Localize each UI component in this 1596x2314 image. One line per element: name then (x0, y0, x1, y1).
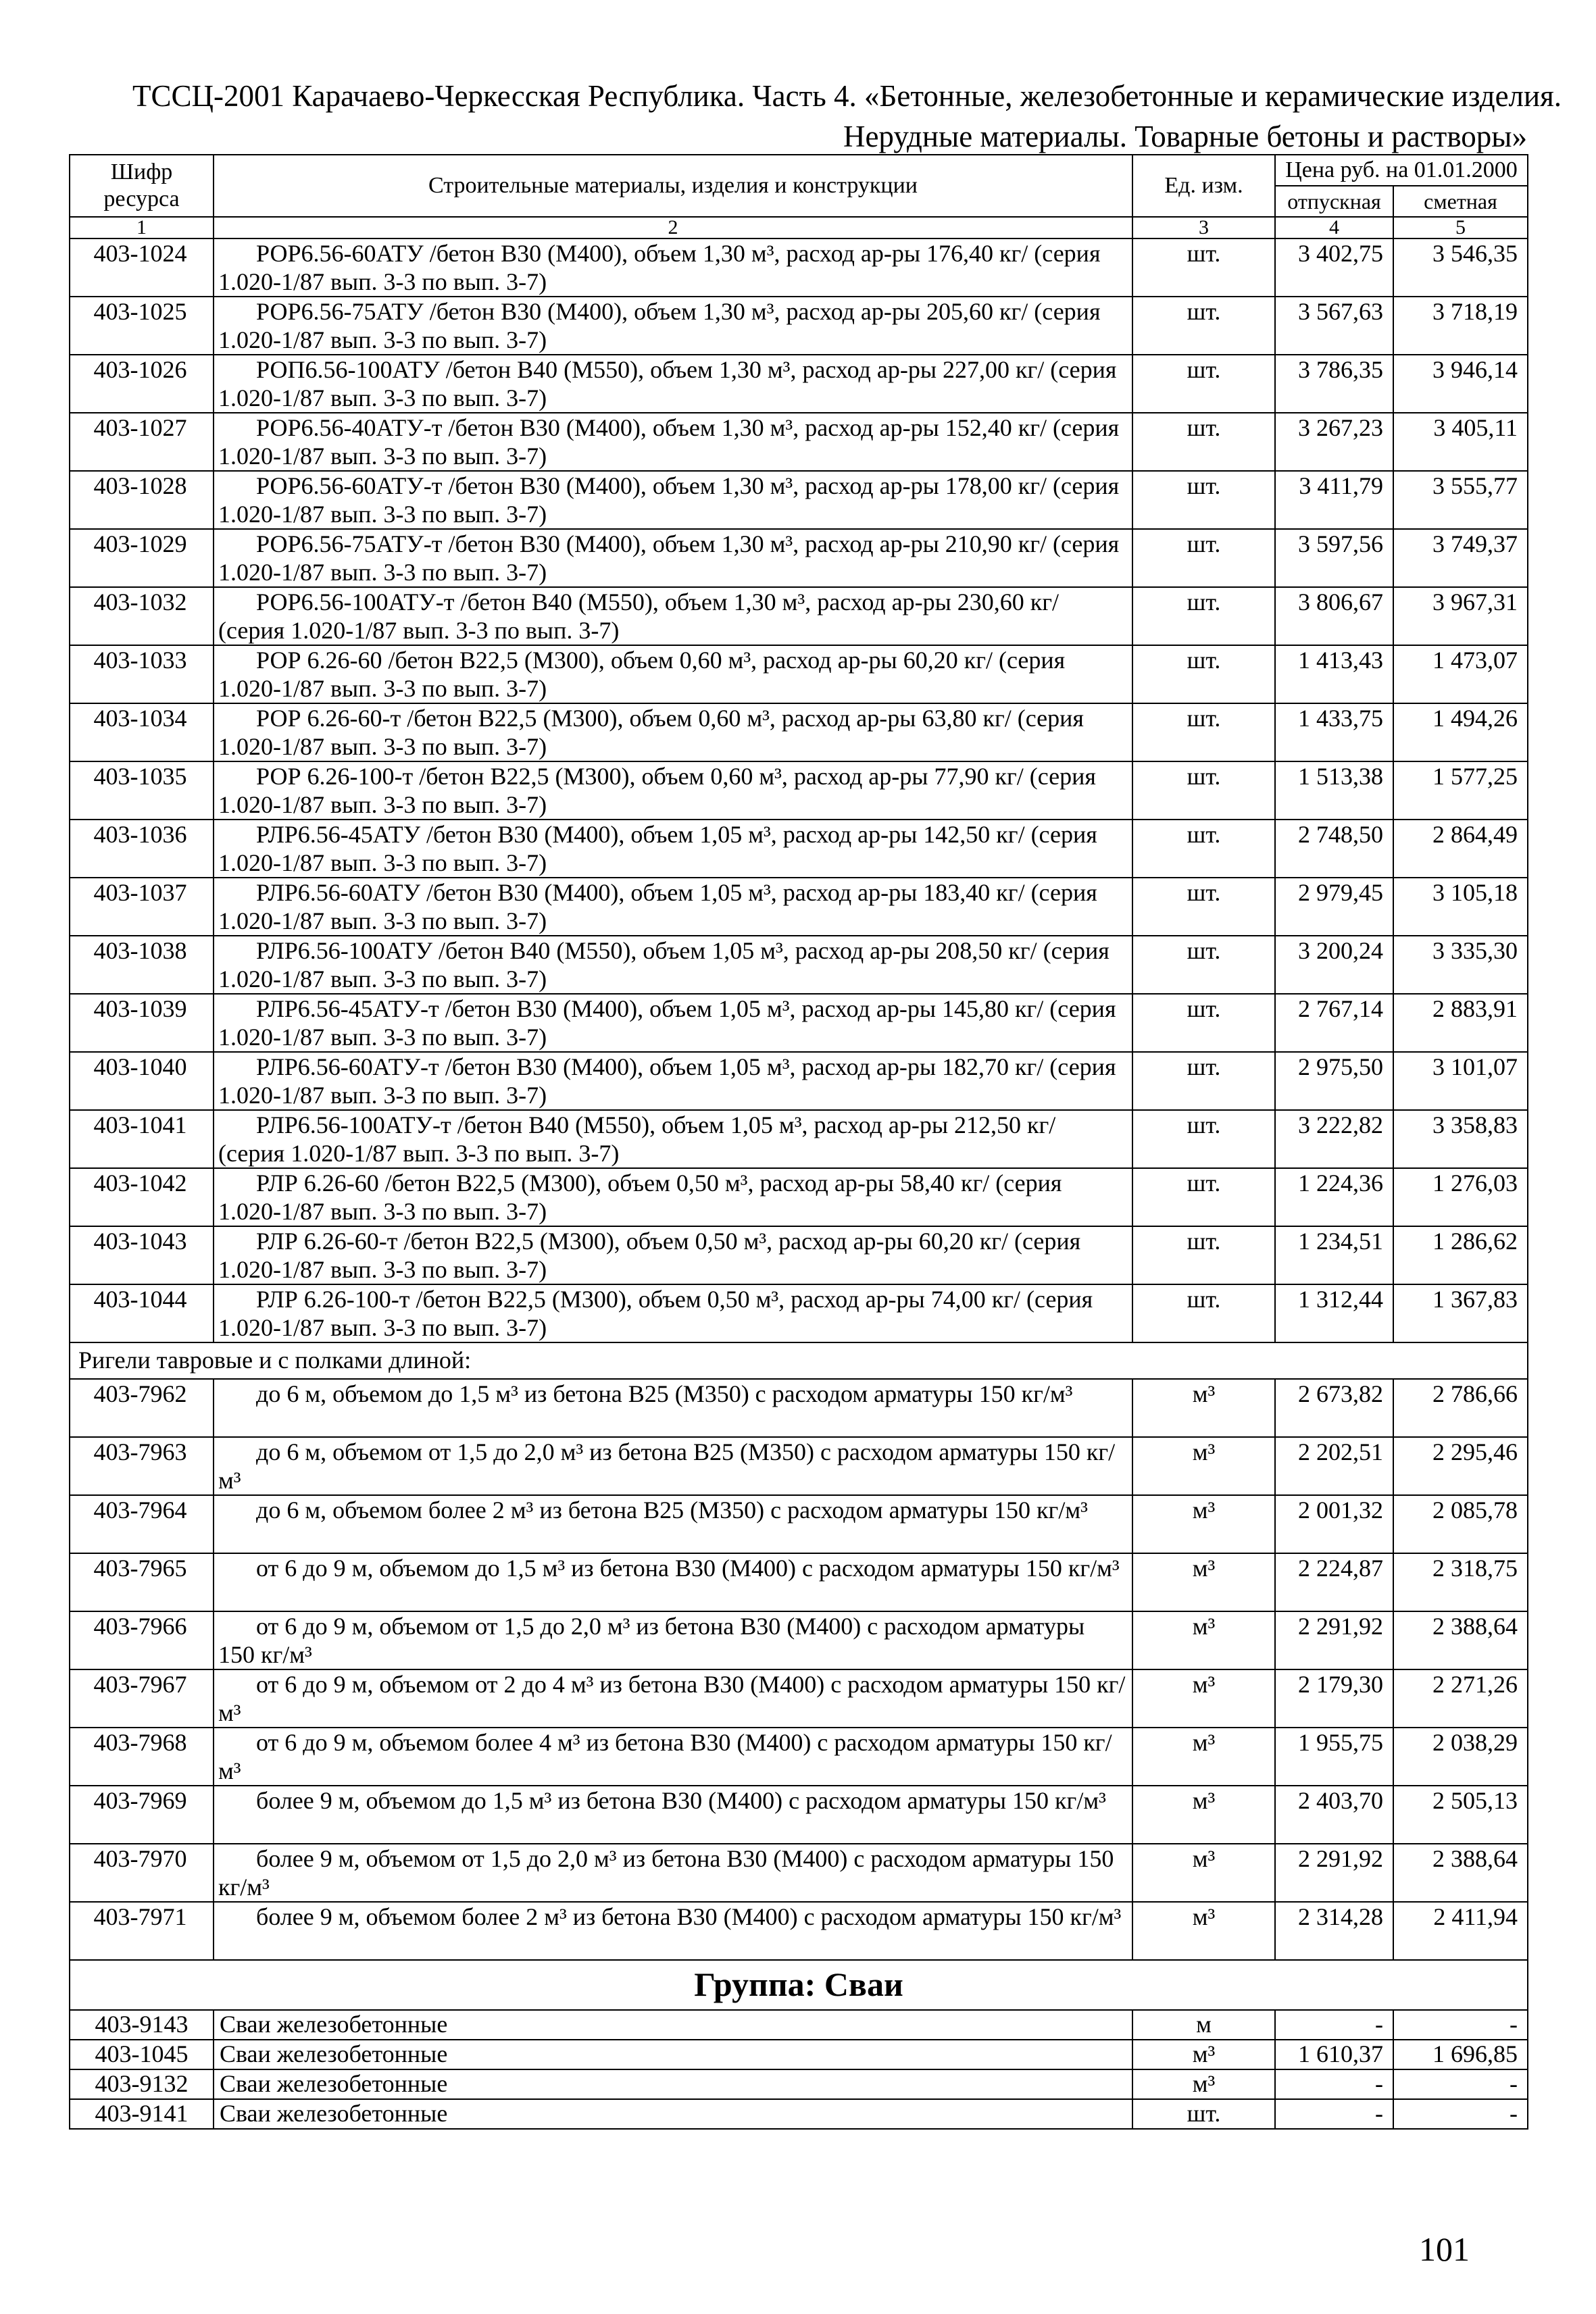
row-release-price: - (1275, 2099, 1393, 2129)
section-row (70, 1342, 1528, 1379)
row-unit: м³ (1132, 1611, 1275, 1669)
row-code: 403-1038 (70, 936, 214, 994)
header-estimate-price: сметная (1393, 186, 1528, 217)
row-name: до 6 м, объемом до 1,5 м³ из бетона В25 (М350) с расходом арматуры 150 кг/м³ (214, 1379, 1132, 1437)
row-name: более 9 м, объемом до 1,5 м³ из бетона В30 (М400) с расходом арматуры 150 кг/м³ (214, 1786, 1132, 1844)
row-unit: м³ (1132, 2069, 1275, 2099)
row-code: 403-9132 (70, 2069, 214, 2099)
section-block (70, 1342, 1528, 1379)
row-estimate-price: - (1393, 2069, 1528, 2099)
row-unit: шт. (1132, 587, 1275, 645)
row-estimate-price: 2 411,94 (1393, 1902, 1528, 1960)
row-unit: шт. (1132, 471, 1275, 529)
row-estimate-price: 1 276,03 (1393, 1168, 1528, 1226)
document-header (68, 76, 1562, 157)
row-estimate-price: 3 718,19 (1393, 297, 1528, 355)
row-release-price: 1 433,75 (1275, 703, 1393, 761)
row-name: РОП6.56-100АТУ /бетон В40 (М550), объем 1,30 м³, расход ар-ры 227,00 кг/ (серия 1.020-1/87 вып. 3-3 по вып. 3-7) (214, 355, 1132, 413)
row-estimate-price: 3 967,31 (1393, 587, 1528, 645)
row-unit: шт. (1132, 1226, 1275, 1284)
row-code: 403-7966 (70, 1611, 214, 1669)
row-code: 403-9141 (70, 2099, 214, 2129)
table-body-beams (70, 238, 1528, 1342)
page-number: 101 (1419, 2230, 1470, 2268)
row-code: 403-1024 (70, 238, 214, 297)
row-name: РОР6.56-60АТУ-т /бетон В30 (М400), объем 1,30 м³, расход ар-ры 178,00 кг/ (серия 1.020-1/87 вып. 3-3 по вып. 3-7) (214, 471, 1132, 529)
row-unit: шт. (1132, 2099, 1275, 2129)
row-unit: м³ (1132, 1379, 1275, 1437)
row-release-price: 2 291,92 (1275, 1611, 1393, 1669)
row-release-price: 2 314,28 (1275, 1902, 1393, 1960)
column-numbers-row (70, 217, 1528, 238)
row-code: 403-1032 (70, 587, 214, 645)
table-row (70, 936, 1528, 994)
row-release-price: 1 413,43 (1275, 645, 1393, 703)
row-name: РЛР6.56-60АТУ /бетон В30 (М400), объем 1,05 м³, расход ар-ры 183,40 кг/ (серия 1.020-1/87 вып. 3-3 по вып. 3-7) (214, 878, 1132, 936)
row-code: 403-1043 (70, 1226, 214, 1284)
row-code: 403-1025 (70, 297, 214, 355)
row-release-price: 3 786,35 (1275, 355, 1393, 413)
row-estimate-price: 3 335,30 (1393, 936, 1528, 994)
table-header-row (70, 155, 1528, 186)
row-name: от 6 до 9 м, объемом от 1,5 до 2,0 м³ из бетона В30 (М400) с расходом арматуры 150 кг/м³ (214, 1611, 1132, 1669)
row-unit: шт. (1132, 355, 1275, 413)
table-row (70, 1902, 1528, 1960)
row-unit: шт. (1132, 761, 1275, 820)
table-row (70, 1844, 1528, 1902)
row-name: более 9 м, объемом более 2 м³ из бетона В30 (М400) с расходом арматуры 150 кг/м³ (214, 1902, 1132, 1960)
row-name: РЛР6.56-45АТУ /бетон В30 (М400), объем 1,05 м³, расход ар-ры 142,50 кг/ (серия 1.020-1/87 вып. 3-3 по вып. 3-7) (214, 820, 1132, 878)
row-code: 403-1037 (70, 878, 214, 936)
row-name: РОР 6.26-100-т /бетон В22,5 (М300), объем 0,60 м³, расход ар-ры 77,90 кг/ (серия 1.020-1/87 вып. 3-3 по вып. 3-7) (214, 761, 1132, 820)
row-estimate-price: 1 494,26 (1393, 703, 1528, 761)
row-code: 403-7970 (70, 1844, 214, 1902)
table-row (70, 2069, 1528, 2099)
group-row (70, 1960, 1528, 2010)
row-code: 403-9143 (70, 2010, 214, 2040)
row-estimate-price: 2 388,64 (1393, 1844, 1528, 1902)
table-row (70, 2010, 1528, 2040)
row-estimate-price: 3 405,11 (1393, 413, 1528, 471)
row-release-price: 2 202,51 (1275, 1437, 1393, 1495)
table-body-piles (70, 2010, 1528, 2129)
table-row (70, 1786, 1528, 1844)
row-release-price: - (1275, 2069, 1393, 2099)
row-code: 403-7965 (70, 1553, 214, 1611)
row-estimate-price: 2 271,26 (1393, 1669, 1528, 1728)
row-release-price: 2 979,45 (1275, 878, 1393, 936)
row-release-price: 2 767,14 (1275, 994, 1393, 1052)
row-code: 403-7971 (70, 1902, 214, 1960)
row-estimate-price: 3 555,77 (1393, 471, 1528, 529)
row-code: 403-7962 (70, 1379, 214, 1437)
row-name: Сваи железобетонные (214, 2040, 1132, 2069)
row-release-price: 1 224,36 (1275, 1168, 1393, 1226)
row-code: 403-1029 (70, 529, 214, 587)
column-number: 3 (1132, 217, 1275, 238)
row-estimate-price: 3 101,07 (1393, 1052, 1528, 1110)
row-name: РОР6.56-40АТУ-т /бетон В30 (М400), объем 1,30 м³, расход ар-ры 152,40 кг/ (серия 1.020-1/87 вып. 3-3 по вып. 3-7) (214, 413, 1132, 471)
header-code: Шифр ресурса (70, 155, 214, 217)
table-row (70, 355, 1528, 413)
table-row (70, 1553, 1528, 1611)
row-unit: шт. (1132, 529, 1275, 587)
row-code: 403-1033 (70, 645, 214, 703)
table-row (70, 1669, 1528, 1728)
group-block (70, 1960, 1528, 2010)
row-code: 403-1039 (70, 994, 214, 1052)
row-estimate-price: 3 546,35 (1393, 238, 1528, 297)
group-title: Группа: Сваи (70, 1960, 1528, 2010)
row-code: 403-1034 (70, 703, 214, 761)
row-name: РЛР6.56-45АТУ-т /бетон В30 (М400), объем 1,05 м³, расход ар-ры 145,80 кг/ (серия 1.020-1/87 вып. 3-3 по вып. 3-7) (214, 994, 1132, 1052)
row-name: Сваи железобетонные (214, 2010, 1132, 2040)
row-name: более 9 м, объемом от 1,5 до 2,0 м³ из бетона В30 (М400) с расходом арматуры 150 кг/м³ (214, 1844, 1132, 1902)
row-release-price: 3 402,75 (1275, 238, 1393, 297)
table-row (70, 238, 1528, 297)
table-row (70, 878, 1528, 936)
row-unit: шт. (1132, 297, 1275, 355)
row-name: РЛР 6.26-60-т /бетон В22,5 (М300), объем 0,50 м³, расход ар-ры 60,20 кг/ (серия 1.020-1/87 вып. 3-3 по вып. 3-7) (214, 1226, 1132, 1284)
row-unit: шт. (1132, 1110, 1275, 1168)
table-row (70, 2040, 1528, 2069)
row-release-price: 3 200,24 (1275, 936, 1393, 994)
row-code: 403-1026 (70, 355, 214, 413)
row-name: Сваи железобетонные (214, 2099, 1132, 2129)
row-unit: шт. (1132, 878, 1275, 936)
price-table (69, 154, 1528, 2130)
row-name: РЛР6.56-100АТУ-т /бетон В40 (М550), объем 1,05 м³, расход ар-ры 212,50 кг/ (серия 1.020-1/87 вып. 3-3 по вып. 3-7) (214, 1110, 1132, 1168)
row-estimate-price: 1 473,07 (1393, 645, 1528, 703)
row-estimate-price: 3 946,14 (1393, 355, 1528, 413)
row-unit: м³ (1132, 1844, 1275, 1902)
table-row (70, 2099, 1528, 2129)
table-row (70, 994, 1528, 1052)
row-unit: шт. (1132, 1052, 1275, 1110)
table-row (70, 297, 1528, 355)
row-unit: шт. (1132, 645, 1275, 703)
row-release-price: 2 179,30 (1275, 1669, 1393, 1728)
row-unit: м³ (1132, 1902, 1275, 1960)
row-unit: шт. (1132, 703, 1275, 761)
row-estimate-price: 2 295,46 (1393, 1437, 1528, 1495)
table-row (70, 820, 1528, 878)
row-name: до 6 м, объемом более 2 м³ из бетона В25 (М350) с расходом арматуры 150 кг/м³ (214, 1495, 1132, 1553)
table-row (70, 1379, 1528, 1437)
row-unit: шт. (1132, 413, 1275, 471)
row-unit: м³ (1132, 1786, 1275, 1844)
row-unit: м³ (1132, 2040, 1275, 2069)
row-release-price: 2 748,50 (1275, 820, 1393, 878)
row-name: РЛР6.56-100АТУ /бетон В40 (М550), объем 1,05 м³, расход ар-ры 208,50 кг/ (серия 1.020-1/87 вып. 3-3 по вып. 3-7) (214, 936, 1132, 994)
row-name: РОР6.56-60АТУ /бетон В30 (М400), объем 1,30 м³, расход ар-ры 176,40 кг/ (серия 1.020-1/87 вып. 3-3 по вып. 3-7) (214, 238, 1132, 297)
column-number: 1 (70, 217, 214, 238)
row-code: 403-7968 (70, 1728, 214, 1786)
row-release-price: 3 567,63 (1275, 297, 1393, 355)
table-row (70, 645, 1528, 703)
row-unit: шт. (1132, 820, 1275, 878)
row-name: от 6 до 9 м, объемом более 4 м³ из бетона В30 (М400) с расходом арматуры 150 кг/м³ (214, 1728, 1132, 1786)
row-name: РОР6.56-75АТУ /бетон В30 (М400), объем 1,30 м³, расход ар-ры 205,60 кг/ (серия 1.020-1/87 вып. 3-3 по вып. 3-7) (214, 297, 1132, 355)
row-unit: шт. (1132, 238, 1275, 297)
row-estimate-price: 1 367,83 (1393, 1284, 1528, 1342)
section-title: Ригели тавровые и с полками длиной: (70, 1342, 1528, 1379)
table-row (70, 471, 1528, 529)
row-release-price: 1 312,44 (1275, 1284, 1393, 1342)
row-release-price: 3 806,67 (1275, 587, 1393, 645)
row-unit: м³ (1132, 1669, 1275, 1728)
row-release-price: 1 513,38 (1275, 761, 1393, 820)
row-estimate-price: - (1393, 2010, 1528, 2040)
row-estimate-price: 2 883,91 (1393, 994, 1528, 1052)
row-release-price: 2 403,70 (1275, 1786, 1393, 1844)
table-row (70, 703, 1528, 761)
row-release-price: 2 291,92 (1275, 1844, 1393, 1902)
row-code: 403-1042 (70, 1168, 214, 1226)
row-release-price: 3 222,82 (1275, 1110, 1393, 1168)
row-estimate-price: 3 358,83 (1393, 1110, 1528, 1168)
table-row (70, 1728, 1528, 1786)
header-release-price: отпускная (1275, 186, 1393, 217)
row-name: РОР 6.26-60-т /бетон В22,5 (М300), объем 0,60 м³, расход ар-ры 63,80 кг/ (серия 1.020-1/87 вып. 3-3 по вып. 3-7) (214, 703, 1132, 761)
row-code: 403-7963 (70, 1437, 214, 1495)
header-title-line2: Нерудные материалы. Товарные бетоны и растворы» (843, 120, 1527, 153)
column-number: 4 (1275, 217, 1393, 238)
row-code: 403-7964 (70, 1495, 214, 1553)
row-unit: шт. (1132, 1168, 1275, 1226)
row-unit: м³ (1132, 1553, 1275, 1611)
row-code: 403-1028 (70, 471, 214, 529)
row-unit: м (1132, 2010, 1275, 2040)
row-name: Сваи железобетонные (214, 2069, 1132, 2099)
row-release-price: 2 673,82 (1275, 1379, 1393, 1437)
row-unit: шт. (1132, 936, 1275, 994)
row-name: от 6 до 9 м, объемом от 2 до 4 м³ из бетона В30 (М400) с расходом арматуры 150 кг/м³ (214, 1669, 1132, 1728)
row-estimate-price: 2 085,78 (1393, 1495, 1528, 1553)
row-code: 403-1041 (70, 1110, 214, 1168)
row-name: до 6 м, объемом от 1,5 до 2,0 м³ из бетона В25 (М350) с расходом арматуры 150 кг/м³ (214, 1437, 1132, 1495)
row-release-price: 3 267,23 (1275, 413, 1393, 471)
row-release-price: 1 610,37 (1275, 2040, 1393, 2069)
table-row (70, 1611, 1528, 1669)
row-estimate-price: - (1393, 2099, 1528, 2129)
row-name: РЛР6.56-60АТУ-т /бетон В30 (М400), объем 1,05 м³, расход ар-ры 182,70 кг/ (серия 1.020-1/87 вып. 3-3 по вып. 3-7) (214, 1052, 1132, 1110)
row-estimate-price: 2 786,66 (1393, 1379, 1528, 1437)
row-unit: м³ (1132, 1495, 1275, 1553)
table-row (70, 413, 1528, 471)
row-name: РЛР 6.26-100-т /бетон В22,5 (М300), объем 0,50 м³, расход ар-ры 74,00 кг/ (серия 1.020-1/87 вып. 3-3 по вып. 3-7) (214, 1284, 1132, 1342)
row-code: 403-1045 (70, 2040, 214, 2069)
header-price: Цена руб. на 01.01.2000 (1275, 155, 1528, 186)
row-code: 403-7967 (70, 1669, 214, 1728)
table-row (70, 587, 1528, 645)
row-code: 403-7969 (70, 1786, 214, 1844)
row-estimate-price: 2 864,49 (1393, 820, 1528, 878)
row-code: 403-1035 (70, 761, 214, 820)
table-row (70, 1110, 1528, 1168)
row-release-price: 3 411,79 (1275, 471, 1393, 529)
row-release-price: 1 955,75 (1275, 1728, 1393, 1786)
row-unit: шт. (1132, 994, 1275, 1052)
row-name: РОР6.56-100АТУ-т /бетон В40 (М550), объем 1,30 м³, расход ар-ры 230,60 кг/ (серия 1.020-1/87 вып. 3-3 по вып. 3-7) (214, 587, 1132, 645)
row-code: 403-1040 (70, 1052, 214, 1110)
row-release-price: 1 234,51 (1275, 1226, 1393, 1284)
row-code: 403-1027 (70, 413, 214, 471)
row-release-price: 3 597,56 (1275, 529, 1393, 587)
row-estimate-price: 2 505,13 (1393, 1786, 1528, 1844)
table-row (70, 761, 1528, 820)
header-title-line1: ТССЦ-2001 Карачаево-Черкесская Республика. Часть 4. «Бетонные, железобетонные и керамические изделия. (132, 79, 1562, 113)
row-estimate-price: 2 318,75 (1393, 1553, 1528, 1611)
row-release-price: 2 975,50 (1275, 1052, 1393, 1110)
header-name: Строительные материалы, изделия и конструкции (214, 155, 1132, 217)
row-estimate-price: 2 038,29 (1393, 1728, 1528, 1786)
row-code: 403-1036 (70, 820, 214, 878)
row-unit: шт. (1132, 1284, 1275, 1342)
row-estimate-price: 1 696,85 (1393, 2040, 1528, 2069)
row-code: 403-1044 (70, 1284, 214, 1342)
row-name: РОР 6.26-60 /бетон В22,5 (М300), объем 0,60 м³, расход ар-ры 60,20 кг/ (серия 1.020-1/87 вып. 3-3 по вып. 3-7) (214, 645, 1132, 703)
row-release-price: 2 001,32 (1275, 1495, 1393, 1553)
table-row (70, 1437, 1528, 1495)
row-name: РОР6.56-75АТУ-т /бетон В30 (М400), объем 1,30 м³, расход ар-ры 210,90 кг/ (серия 1.020-1/87 вып. 3-3 по вып. 3-7) (214, 529, 1132, 587)
row-estimate-price: 1 577,25 (1393, 761, 1528, 820)
row-estimate-price: 2 388,64 (1393, 1611, 1528, 1669)
column-number: 5 (1393, 217, 1528, 238)
table-row (70, 529, 1528, 587)
column-number: 2 (214, 217, 1132, 238)
row-name: от 6 до 9 м, объемом до 1,5 м³ из бетона В30 (М400) с расходом арматуры 150 кг/м³ (214, 1553, 1132, 1611)
table-row (70, 1284, 1528, 1342)
row-unit: м³ (1132, 1437, 1275, 1495)
row-name: РЛР 6.26-60 /бетон В22,5 (М300), объем 0,50 м³, расход ар-ры 58,40 кг/ (серия 1.020-1/87 вып. 3-3 по вып. 3-7) (214, 1168, 1132, 1226)
header-unit: Ед. изм. (1132, 155, 1275, 217)
row-unit: м³ (1132, 1728, 1275, 1786)
table-row (70, 1226, 1528, 1284)
row-release-price: - (1275, 2010, 1393, 2040)
table-row (70, 1495, 1528, 1553)
table-body-crossbars (70, 1379, 1528, 1960)
table-row (70, 1168, 1528, 1226)
row-release-price: 2 224,87 (1275, 1553, 1393, 1611)
row-estimate-price: 3 749,37 (1393, 529, 1528, 587)
row-estimate-price: 1 286,62 (1393, 1226, 1528, 1284)
row-estimate-price: 3 105,18 (1393, 878, 1528, 936)
table-row (70, 1052, 1528, 1110)
